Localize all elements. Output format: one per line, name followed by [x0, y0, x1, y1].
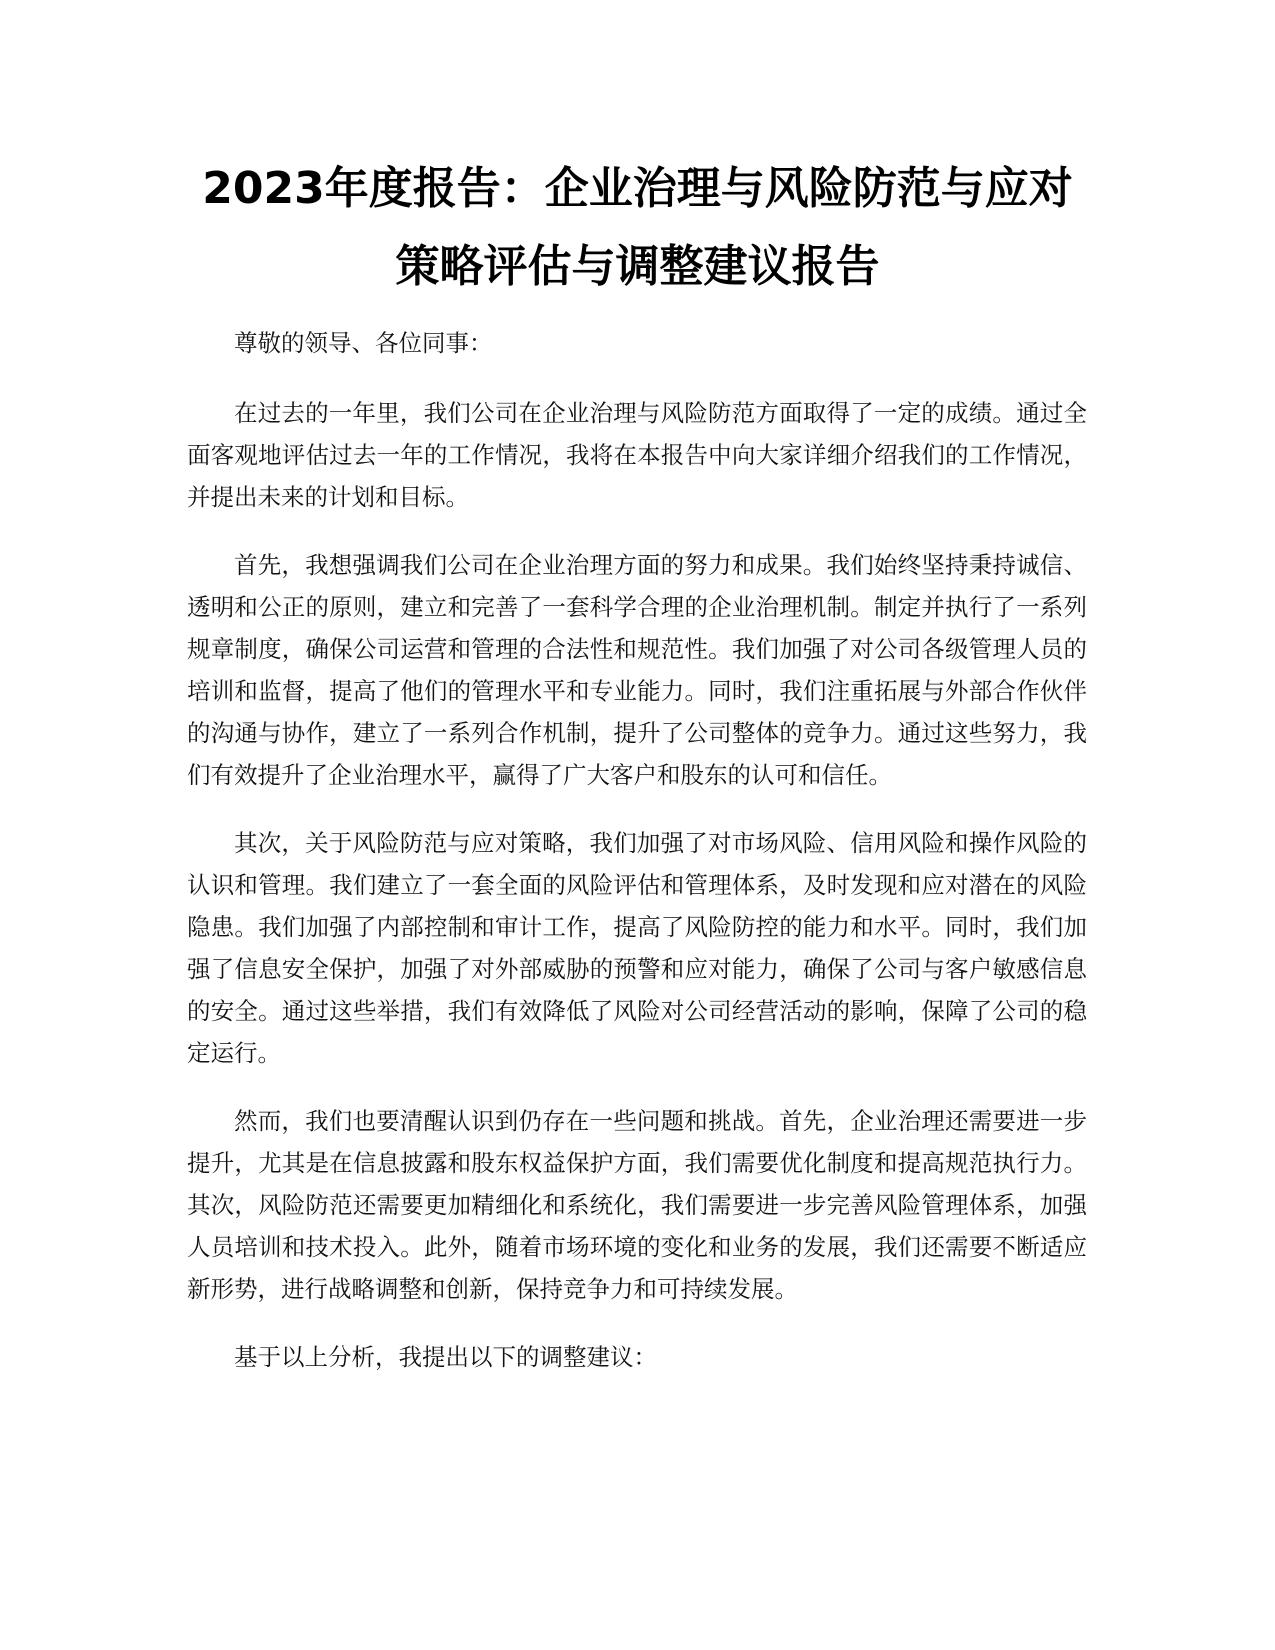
- intro-paragraph: 在过去的一年里，我们公司在企业治理与风险防范方面取得了一定的成绩。通过全面客观地评估过去一年的工作情况，我将在本报告中向大家详细介绍我们的工作情况，并提出未来的计划和目标。: [187, 399, 1087, 511]
- risk-paragraph: 其次，关于风险防范与应对策略，我们加强了对市场风险、信用风险和操作风险的认识和管理。我们建立了一套全面的风险评估和管理体系，及时发现和应对潜在的风险隐患。我们加强了内部控制和审计工作，提高了风险防控的能力和水平。同时，我们加强了信息安全保护，加强了对外部威胁的预警和应对能力，确保了公司与客户敏感信息的安全。通过这些举措，我们有效降低了风险对公司经营活动的影响，保障了公司的稳定运行。: [187, 829, 1087, 1067]
- challenges-paragraph: 然而，我们也要清醒认识到仍存在一些问题和挑战。首先，企业治理还需要进一步提升，尤其是在信息披露和股东权益保护方面，我们需要优化制度和提高规范执行力。其次，风险防范还需要更加精细化和系统化，我们需要进一步完善风险管理体系，加强人员培训和技术投入。此外，随着市场环境的变化和业务的发展，我们还需要不断适应新形势，进行战略调整和创新，保持竞争力和可持续发展。: [187, 1107, 1087, 1303]
- suggestions-intro-paragraph: 基于以上分析，我提出以下的调整建议：: [234, 1343, 657, 1371]
- greeting-paragraph: 尊敬的领导、各位同事：: [234, 329, 493, 357]
- document-title: [150, 150, 1125, 306]
- governance-paragraph: 首先，我想强调我们公司在企业治理方面的努力和成果。我们始终坚持秉持诚信、透明和公正的原则，建立和完善了一套科学合理的企业治理机制。制定并执行了一系列规章制度，确保公司运营和管理的合法性和规范性。我们加强了对公司各级管理人员的培训和监督，提高了他们的管理水平和专业能力。同时，我们注重拓展与外部合作伙伴的沟通与协作，建立了一系列合作机制，提升了公司整体的竞争力。通过这些努力，我们有效提升了企业治理水平，赢得了广大客户和股东的认可和信任。: [187, 551, 1087, 789]
- title-line-1: 2023年度报告：企业治理与风险防范与应对: [202, 163, 1073, 214]
- document-body: [187, 322, 1087, 1404]
- title-line-2: 策略评估与调整建议报告: [395, 241, 880, 292]
